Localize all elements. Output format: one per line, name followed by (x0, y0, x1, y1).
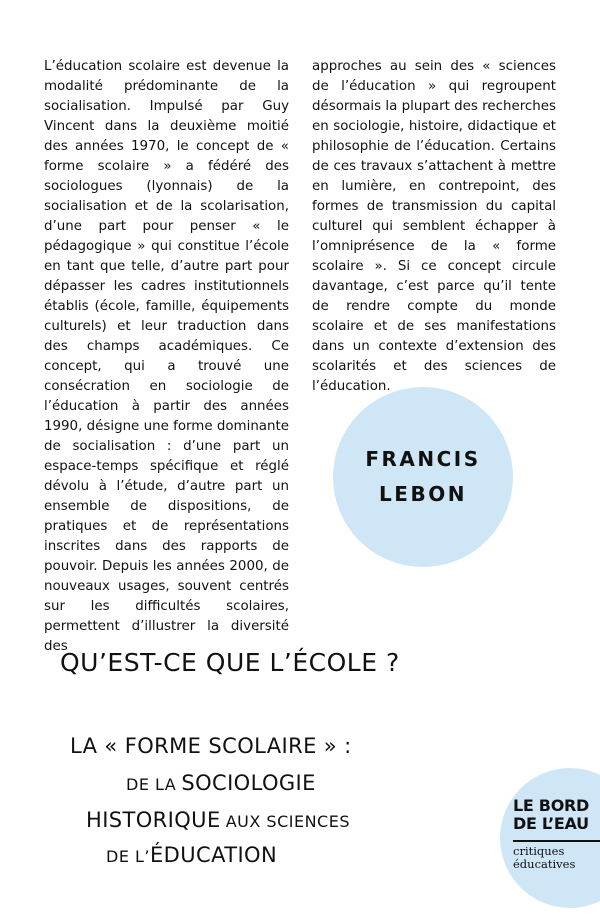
subtitle-line-3-small: AUX SCIENCES (225, 812, 350, 831)
subtitle-line-1 (70, 728, 352, 766)
subtitle-line-1-text: LA « FORME SCOLAIRE » : (70, 734, 352, 758)
author-last-name: LEBON (379, 482, 467, 506)
publisher-logo-line-1: LE BORD (513, 796, 589, 815)
back-cover-text-right-column: approches au sein des « sciences de l’éducation » qui regroupent désormais la plupart des recherches en sociologie, histoire, didactique et philosophie de l’éducation. Certains de ces travaux s’attachent à mettre en lumière, en contrepoint, des formes de transmission du capital culturel qui semblent échapper à l’omniprésence de la « forme scolaire ». Si ce concept circule davantage, c’est parce qu’il tente de rendre compte du monde scolaire et de ses manifestations dans un contexte d’extension des scolarités et des sciences de l’éducation. (312, 59, 556, 395)
book-title: QU’EST-CE QUE L’ÉCOLE ? (60, 648, 400, 677)
subtitle-line-3 (86, 802, 350, 840)
subtitle-line-2-small: DE LA (126, 775, 177, 794)
publisher-logo (513, 797, 589, 833)
author-badge (333, 387, 513, 567)
publisher-series-line-2: éducatives (513, 857, 576, 871)
subtitle-line-4 (106, 837, 277, 875)
subtitle-line-2-big: SOCIOLOGIE (181, 771, 316, 795)
subtitle-line-2 (126, 765, 316, 803)
author-first-name: FRANCIS (365, 447, 481, 471)
subtitle-line-4-small: DE L’ (106, 847, 151, 866)
publisher-logo-line-2: DE L’EAU (513, 814, 589, 833)
publisher-divider (513, 840, 600, 842)
publisher-badge (500, 768, 600, 908)
publisher-series-line-1: critiques (513, 844, 565, 858)
subtitle-line-3-big: HISTORIQUE (86, 808, 221, 832)
subtitle-line-4-big: ÉDUCATION (150, 843, 278, 867)
publisher-series-name (513, 845, 575, 871)
back-cover-text-left-column: L’éducation scolaire est devenue la modalité prédominante de la socialisation. Impulsé par Guy Vincent dans la deuxième moitié des années 1970, le concept de « forme scolaire » a fédéré des sociologues (lyonnais) de la socialisation et de la scolarisation, d’une part pour penser « le pédagogique » qui constitue l’école en tant que telle, d’autre part pour dépasser les cadres institutionnels établis (école, famille, équipements culturels) et leur traduction dans des champs académiques. Ce concept, qui a trouvé une consécration en sociologie de l’éducation à partir des années 1990, désigne une forme dominante de socialisation : d’une part un espace-temps spécifique et réglé dévolu à l’étude, d’autre part un ensemble de dispositions, de pratiques et de représentations inscrites dans des rapports de pouvoir. Depuis les années 2000, de nouveaux usages, souvent centrés sur les difficultés scolaires, permettent d’illustrer la diversité des (44, 59, 289, 655)
